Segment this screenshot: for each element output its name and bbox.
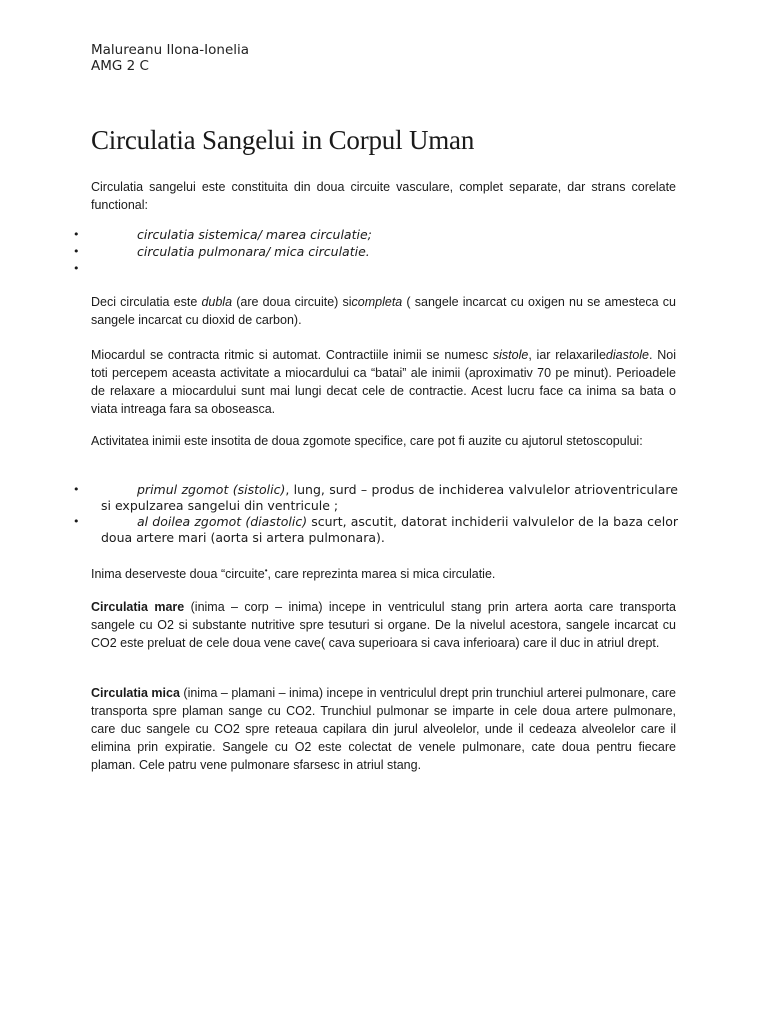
- bullet-icon: •: [73, 228, 80, 241]
- sound-desc: scurt, ascutit, datorat inchiderii valvulelor de la baza celor doua artere mari (aorta si artera pulmonara).: [101, 514, 678, 545]
- paragraph-circuite: Inima deserveste doua “circuite•, care reprezinta marea si mica circulatie.: [91, 565, 496, 581]
- author-group: AMG 2 C: [91, 58, 149, 74]
- paragraph-circulatia-mica: Circulatia mica (inima – plamani – inima) incepe in ventriculul drept prin trunchiul arterei pulmonare, care transporta spre plaman sange cu CO2. Trunchiul pulmonar se imparte in cele doua artere pulmonare, care duc sangele cu CO2 spre reteaua capilara din jurul alveolelor, unde il cedeaza alveolelor care il elimina prin expiratie. Sangele cu O2 este colectat de venele pulmonare, cate doua pentru fiecare plaman. Cele patru vene pulmonare sfarsesc in atriul stang.: [91, 686, 677, 772]
- list-item: [73, 227, 678, 243]
- page-title: Circulatia Sangelui in Corpul Uman: [91, 125, 475, 155]
- bullet-icon: •: [73, 262, 80, 275]
- paragraph-zgomote: Activitatea inimii este insotita de doua zgomote specifice, care pot fi auzite cu ajutorul stetoscopului:: [91, 434, 643, 448]
- label-circulatia-mica: Circulatia mica: [91, 686, 180, 700]
- bullet-icon: •: [73, 483, 80, 496]
- bullet-icon: •: [73, 245, 80, 258]
- author-name: Malureanu Ilona-Ionelia: [91, 42, 250, 58]
- author-block: [91, 42, 249, 74]
- list-item: [73, 514, 678, 546]
- term-sistole: sistole: [492, 348, 529, 362]
- paragraph-circulatia-mare: Circulatia mare (inima – corp – inima) incepe in ventriculul stang prin artera aorta care transporta sangele cu O2 si substante nutritive spre tesuturi si organe. De la nivelul acestora, sangele incarcat cu CO2 este preluat de cele doua vene cave( cava superioara si cava inferioara) care il duc in atriul drept.: [91, 600, 676, 650]
- sound-name: primul zgomot (sistolic): [137, 482, 286, 497]
- sound-desc: , lung, surd – produs de inchiderea valvulelor atrioventriculare si expulzarea sangelui din ventricule ;: [101, 482, 678, 513]
- list-item: [73, 244, 678, 260]
- bullet-icon: •: [73, 515, 80, 528]
- circuit-label: circulatia sistemica/ marea circulatie;: [137, 227, 372, 242]
- term-completa: completa: [351, 295, 403, 309]
- list-item: [73, 482, 678, 514]
- term-dubla: dubla: [201, 295, 233, 309]
- paragraph-miocard: Miocardul se contracta ritmic si automat. Contractiile inimii se numesc sistole, iar relaxarilediastole. Noi toti percepem aceasta activitate a miocardului ca “batai” ale inimii (aproximativ 70 pe minut). Perioadele de relaxare a miocardului sunt mai lungi decat cele de contractie. Acest lucru face ca inima sa bata o viata intreaga fara sa oboseasca.: [91, 348, 677, 416]
- circuit-label: circulatia pulmonara/ mica circulatie.: [137, 244, 370, 259]
- term-diastole: diastole: [605, 348, 650, 362]
- footnote-mark: •: [264, 565, 268, 575]
- label-circulatia-mare: Circulatia mare: [91, 600, 185, 614]
- sound-name: al doilea zgomot (diastolic): [137, 514, 308, 529]
- intro-paragraph: Circulatia sangelui este constituita din doua circuite vasculare, complet separate, dar strans corelate functional:: [91, 180, 676, 212]
- paragraph-dubla: Deci circulatia este dubla (are doua circuite) sicompleta ( sangele incarcat cu oxigen nu se amesteca cu sangele incarcat cu dioxid de carbon).: [91, 295, 676, 327]
